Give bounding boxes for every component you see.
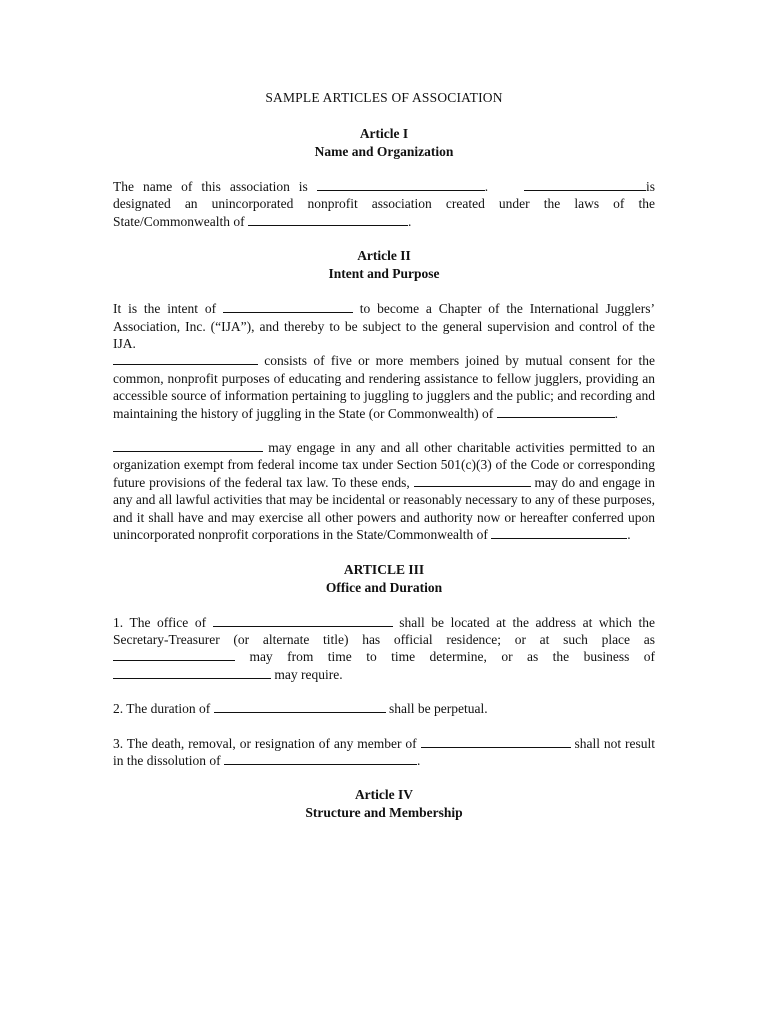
article-1-heading: Article I [359,126,409,141]
blank-line [497,405,615,418]
blank-line [421,735,571,748]
article-3-title: Office and Duration [325,579,443,595]
text-segment: may engage in any and all other charitable activities permitted to an organization exempt from federal income tax under Section 501(c)(3) of the Code or corresponding future provisions of the federal tax law. To these ends, [113,440,656,490]
article-2-paragraph-2 [113,352,655,422]
text-segment: may do and engage in any and all lawful activities that may be incidental or reasonably necessary to any of these purposes, and it shall have and may exercise all other powers and authority now or hereafter conferred upon unincorporated nonprofit corporations in the State/Commonwealth of [113,474,656,543]
blank-line [113,666,271,679]
article-1-paragraph-1 [113,178,655,230]
text-segment: . [407,213,412,229]
blank-line [491,526,627,539]
text-segment: shall be perpetual. [388,701,488,717]
text-segment: may require. [274,666,343,682]
article-2-paragraph-3 [113,439,655,543]
article-3-paragraph-1 [113,614,655,684]
article-3-heading: ARTICLE III [343,561,425,577]
blank-line [213,614,393,627]
text-segment: 2. The duration of [113,701,211,717]
text-segment: to become a Chapter of the International Jugglers’ Association, Inc. (“IJA”), and thereby to be subject to the general supervision and control of the IJA. [113,301,656,352]
blank-line [113,352,258,365]
text-segment: . [614,405,618,421]
text-segment: It is the intent of [113,301,217,317]
article-2-title: Intent and Purpose [328,266,440,282]
document-title: SAMPLE ARTICLES OF ASSOCIATION [265,90,503,105]
text-segment: may from time to time determine, or as the business of [249,649,656,665]
text-segment: . [484,179,489,194]
article-4-heading: Article IV [354,787,414,803]
blank-line [214,700,386,713]
blank-line [414,474,531,487]
blank-line [223,300,353,313]
article-3-paragraph-3 [113,735,655,770]
article-2-heading: Article II [357,248,411,264]
text-segment: shall be located at the address at which the Secretary-Treasurer (or alternate title) has official residence; or at such place as [113,614,655,647]
article-2-paragraph-1 [113,300,655,352]
article-4-title: Structure and Membership [305,805,463,821]
text-segment: . [417,752,421,768]
blank-line [524,178,646,191]
blank-line [224,752,417,765]
text-segment: 1. The office of [113,614,207,630]
text-segment: consists of five or more members joined by mutual consent for the common, nonprofit purposes of educating and rendering assistance to fellow jugglers, providing an accessible source of information pertaining to juggling to jugglers and the public; and recording and maintaining the history of juggling in the State (or Commonwealth) of [113,353,655,421]
text-segment: . [627,527,631,543]
text-segment: The name of this association is [113,179,308,194]
blank-line [113,439,263,452]
article-3-paragraph-2 [113,700,655,717]
text-segment: 3. The death, removal, or resignation of any member of [113,735,417,751]
text-segment: shall not result in the dissolution of [113,735,656,768]
blank-line [248,213,408,226]
blank-line [317,178,485,191]
blank-line [113,648,235,661]
text-segment: is designated an unincorporated nonprofit association created under the laws of the State/Commonwealth of [113,179,656,229]
article-1-title: Name and Organization [314,144,454,159]
